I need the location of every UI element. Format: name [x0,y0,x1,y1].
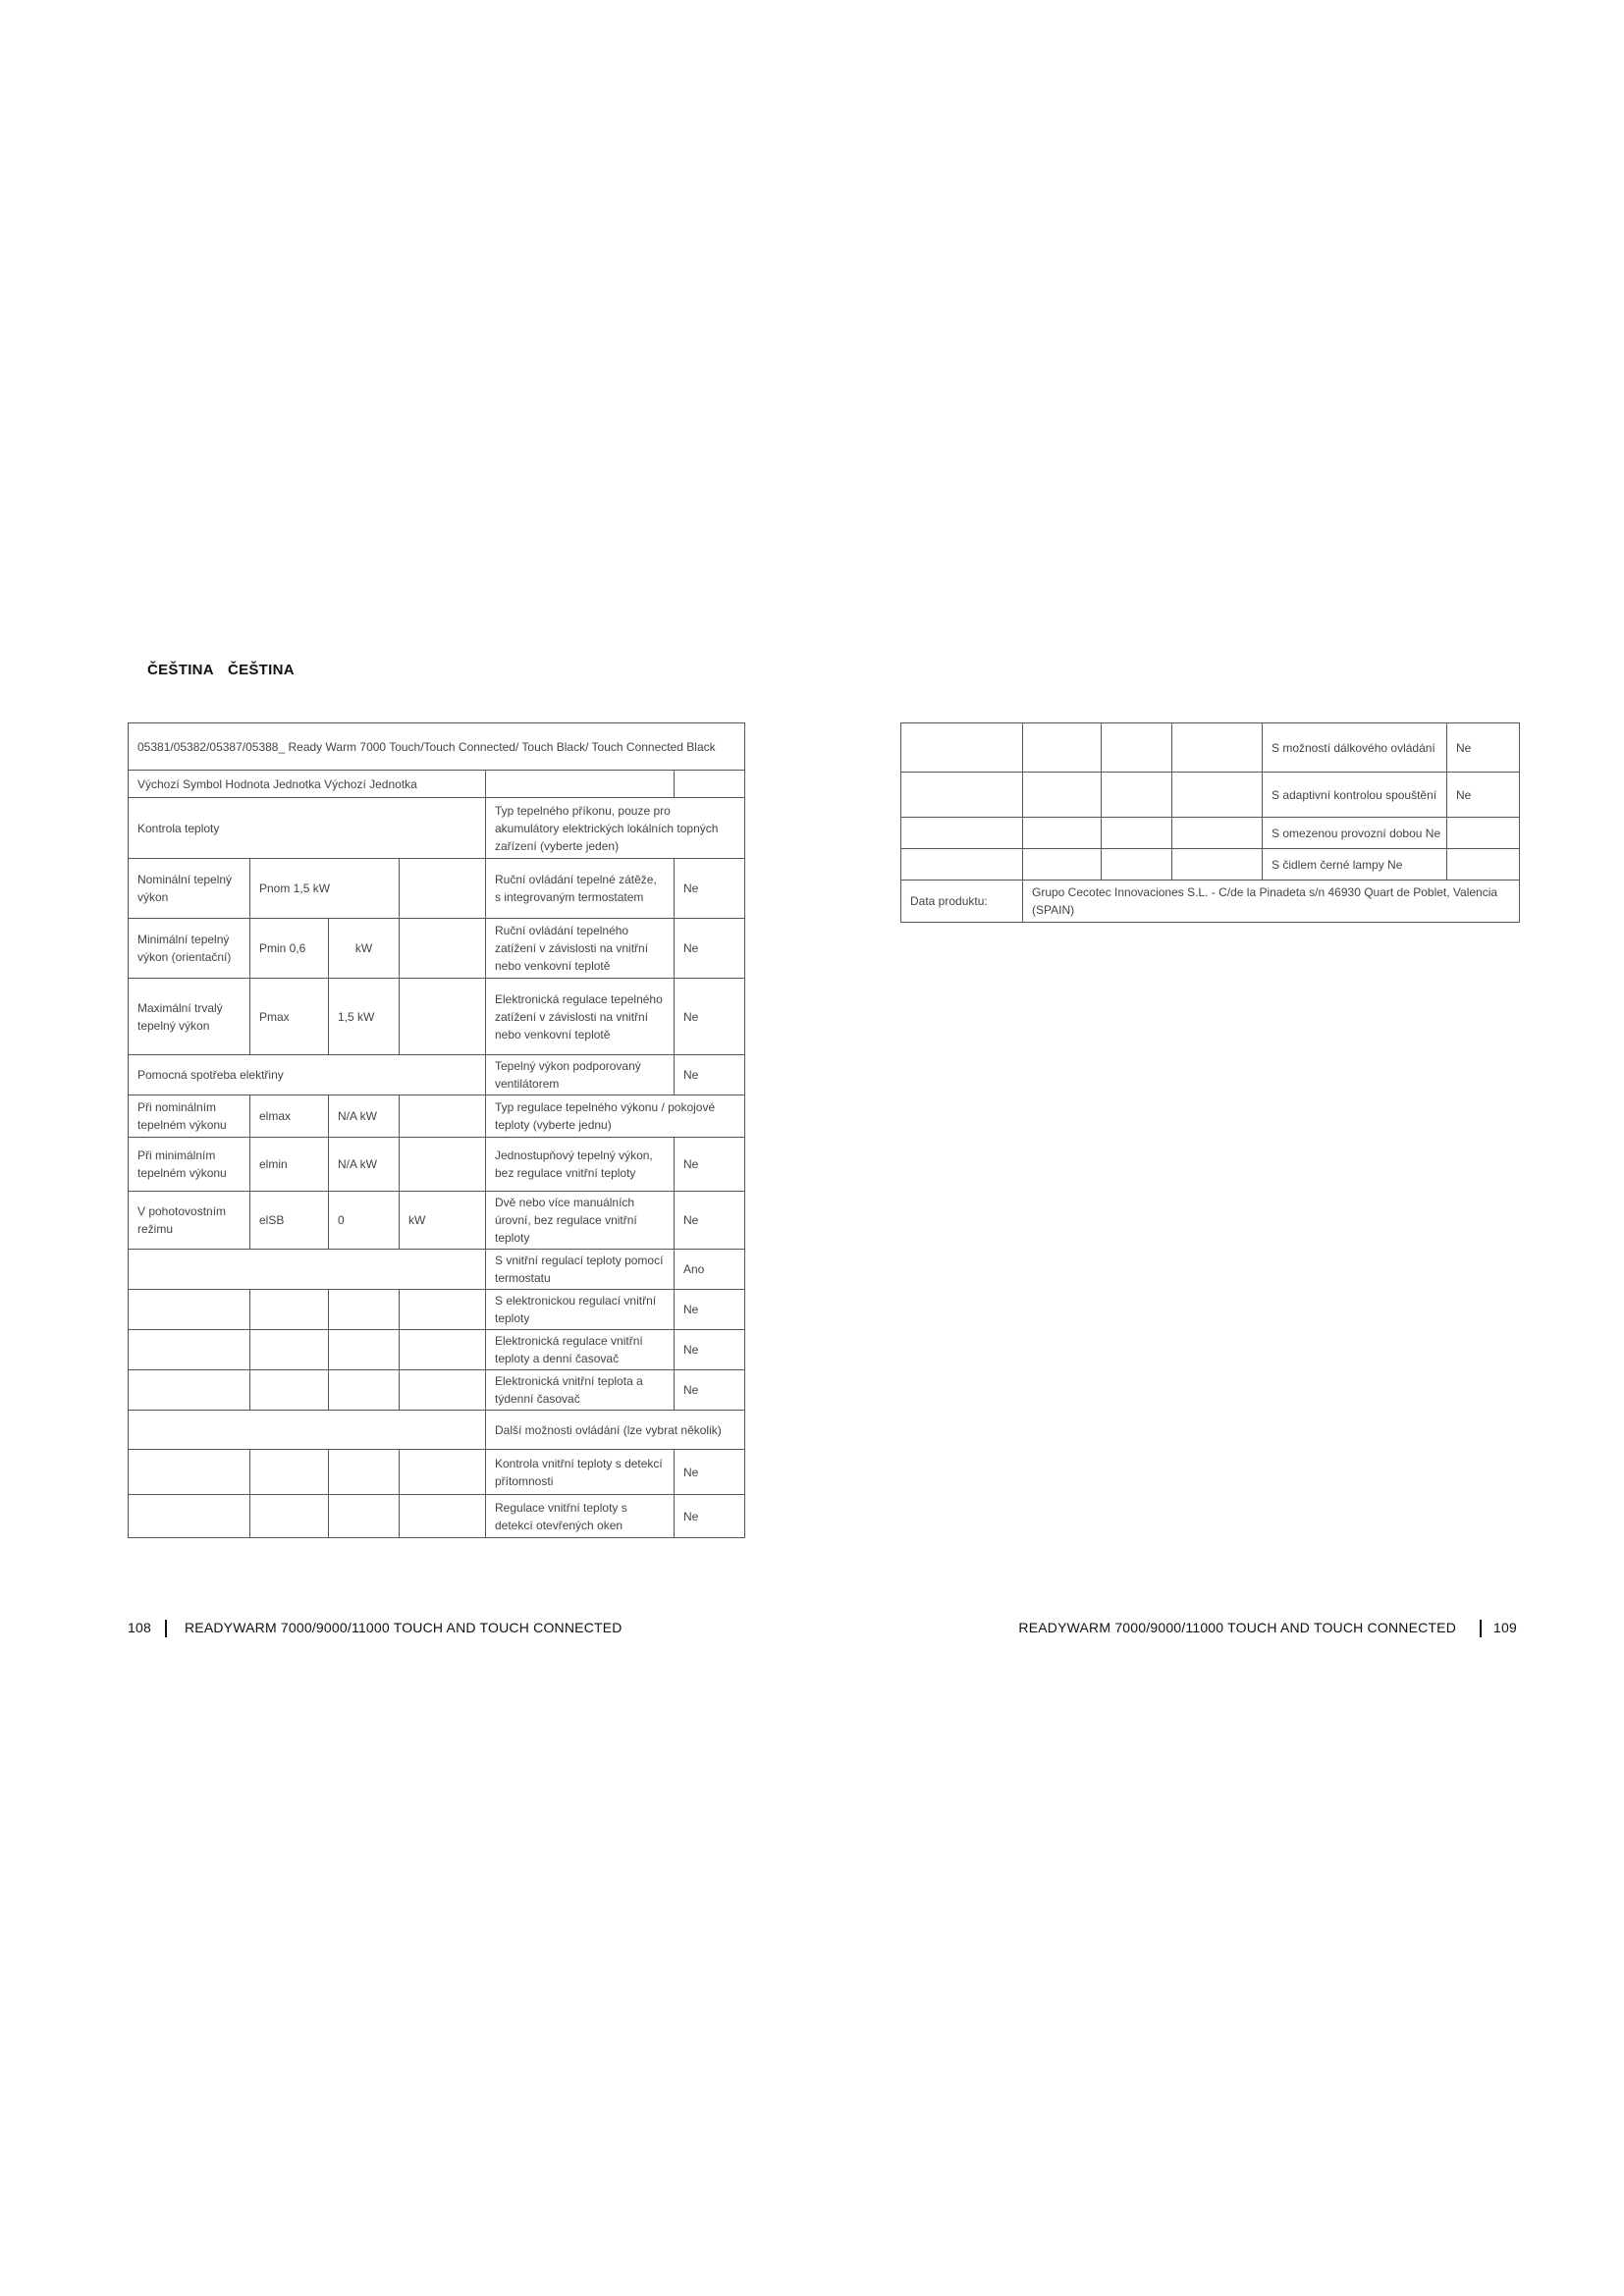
page-number: 108 [128,1620,151,1635]
language-header [147,662,308,678]
option-cell: Tepelný výkon podporovaný ventilátorem [486,1055,675,1095]
empty-cell [400,1290,486,1330]
table-row [901,773,1520,818]
option-cell: Elektronická regulace vnitřní teploty a denní časovač [486,1330,675,1370]
empty-cell [129,1250,486,1290]
row-label: Pomocná spotřeba elektřiny [129,1055,486,1095]
table-row [129,1290,745,1330]
answer-cell: Ne [675,1370,745,1411]
option-cell: Jednostupňový tepelný výkon, bez regulace vnitřní teploty [486,1138,675,1192]
empty-cell [250,1330,329,1370]
empty-cell [1172,723,1263,773]
symbol-cell: elSB [250,1192,329,1250]
empty-cell [1172,818,1263,849]
row-label: Minimální tepelný výkon (orientační) [129,919,250,979]
table-row [129,1411,745,1450]
empty-cell [400,1138,486,1192]
option-cell: Kontrola vnitřní teploty s detekcí přítomnosti [486,1450,675,1495]
empty-cell [329,1495,400,1538]
symbol-cell: Pmin 0,6 [250,919,329,979]
footer-left [128,1620,623,1637]
empty-cell [901,773,1023,818]
empty-cell [250,1495,329,1538]
page-number: 109 [1493,1620,1517,1635]
table-row [129,919,745,979]
option-cell: S vnitřní regulací teploty pomocí termostatu [486,1250,675,1290]
table-row [901,849,1520,881]
option-cell: Regulace vnitřní teploty s detekcí otevřených oken [486,1495,675,1538]
empty-cell [1102,849,1172,881]
empty-cell [1172,773,1263,818]
table-row [129,1192,745,1250]
product-data-value: Grupo Cecotec Innovaciones S.L. - C/de la Pinadeta s/n 46930 Quart de Poblet, Valencia (SPAIN) [1023,881,1520,923]
row-label: V pohotovostním režimu [129,1192,250,1250]
empty-cell [901,723,1023,773]
empty-cell [1447,818,1520,849]
empty-cell [1172,849,1263,881]
answer-cell: Ne [675,859,745,919]
empty-cell [1023,723,1102,773]
empty-cell [901,818,1023,849]
option-cell: S elektronickou regulací vnitřní teploty [486,1290,675,1330]
empty-cell [1023,818,1102,849]
temp-control-cell: Kontrola teploty [129,798,486,859]
table-row [129,1370,745,1411]
option-cell: Dvě nebo více manuálních úrovní, bez regulace vnitřní teploty [486,1192,675,1250]
empty-cell [400,1330,486,1370]
row-label: Nominální tepelný výkon [129,859,250,919]
empty-cell [129,1495,250,1538]
table-row [129,723,745,771]
option-cell: Ruční ovládání tepelného zatížení v závislosti na vnitřní nebo venkovní teplotě [486,919,675,979]
answer-cell: Ne [675,919,745,979]
empty-cell [400,1370,486,1411]
empty-cell [400,979,486,1055]
answer-cell: Ne [1447,723,1520,773]
empty-cell [329,1290,400,1330]
empty-cell [901,849,1023,881]
table-row [901,818,1520,849]
option-cell: S omezenou provozní dobou Ne [1263,818,1447,849]
answer-cell: Ne [675,1290,745,1330]
empty-cell [250,1290,329,1330]
table-row [129,979,745,1055]
table-row [129,1095,745,1138]
empty-cell [329,1450,400,1495]
empty-cell [675,771,745,798]
table-row [129,1138,745,1192]
unit-cell: kW [329,919,400,979]
symbol-cell: Pnom 1,5 kW [250,859,400,919]
option-cell: Elektronická vnitřní teplota a týdenní časovač [486,1370,675,1411]
right-spec-table [900,722,1520,923]
option-cell: S adaptivní kontrolou spouštění [1263,773,1447,818]
product-data-label: Data produktu: [901,881,1023,923]
left-spec-table [128,722,745,1538]
empty-cell [129,1450,250,1495]
answer-cell: Ano [675,1250,745,1290]
symbol-cell: elmin [250,1138,329,1192]
empty-cell [400,1095,486,1138]
table-row [129,1450,745,1495]
option-cell: S čidlem černé lampy Ne [1263,849,1447,881]
empty-cell [129,1330,250,1370]
language-label-primary: ČEŠTINA [147,662,214,678]
empty-cell [1102,773,1172,818]
option-cell: Elektronická regulace tepelného zatížení v závislosti na vnitřní nebo venkovní teplotě [486,979,675,1055]
option-cell: Další možnosti ovládání (lze vybrat několik) [486,1411,745,1450]
empty-cell [1102,818,1172,849]
empty-cell [250,1450,329,1495]
symbol-cell: Pmax [250,979,329,1055]
value-cell: N/A kW [329,1138,400,1192]
language-label-secondary: ČEŠTINA [227,662,295,678]
footer-divider [1480,1620,1482,1637]
table-row [129,1495,745,1538]
table-row [129,1055,745,1095]
footer-right [1018,1620,1517,1637]
heat-input-type-cell: Typ tepelného příkonu, pouze pro akumulátory elektrických lokálních topných zařízení (vyberte jeden) [486,798,745,859]
footer-title: READYWARM 7000/9000/11000 TOUCH AND TOUCH CONNECTED [1018,1620,1457,1635]
table-row [129,1250,745,1290]
value-cell: 0 [329,1192,400,1250]
model-cell: 05381/05382/05387/05388_ Ready Warm 7000 Touch/Touch Connected/ Touch Black/ Touch Connected Black [129,723,745,771]
empty-cell [1102,723,1172,773]
empty-cell [250,1370,329,1411]
empty-cell [1023,773,1102,818]
option-cell: Typ regulace tepelného výkonu / pokojové teploty (vyberte jednu) [486,1095,745,1138]
answer-cell: Ne [675,1450,745,1495]
table-row [901,723,1520,773]
option-cell: Ruční ovládání tepelné zátěže, s integrovaným termostatem [486,859,675,919]
answer-cell: Ne [675,979,745,1055]
answer-cell: Ne [675,1330,745,1370]
table-row [129,859,745,919]
empty-cell [400,859,486,919]
value-cell: N/A kW [329,1095,400,1138]
table-row [129,1330,745,1370]
empty-cell [1447,849,1520,881]
empty-cell [486,771,675,798]
empty-cell [1023,849,1102,881]
empty-cell [400,919,486,979]
answer-cell: Ne [675,1055,745,1095]
table-row [129,798,745,859]
answer-cell: Ne [675,1192,745,1250]
empty-cell [400,1450,486,1495]
empty-cell [129,1411,486,1450]
empty-cell [329,1330,400,1370]
option-cell: S možností dálkového ovládání [1263,723,1447,773]
row-label: Při minimálním tepelném výkonu [129,1138,250,1192]
value-cell: 1,5 kW [329,979,400,1055]
empty-cell [129,1290,250,1330]
footer-title: READYWARM 7000/9000/11000 TOUCH AND TOUCH CONNECTED [184,1620,623,1635]
answer-cell: Ne [1447,773,1520,818]
answer-cell: Ne [675,1138,745,1192]
answer-cell: Ne [675,1495,745,1538]
empty-cell [129,1370,250,1411]
row-label: Maximální trvalý tepelný výkon [129,979,250,1055]
column-header-cell: Výchozí Symbol Hodnota Jednotka Výchozí Jednotka [129,771,486,798]
empty-cell [400,1495,486,1538]
table-row [901,881,1520,923]
row-label: Při nominálním tepelném výkonu [129,1095,250,1138]
unit-cell: kW [400,1192,486,1250]
empty-cell [329,1370,400,1411]
footer-divider [165,1620,167,1637]
symbol-cell: elmax [250,1095,329,1138]
table-row [129,771,745,798]
